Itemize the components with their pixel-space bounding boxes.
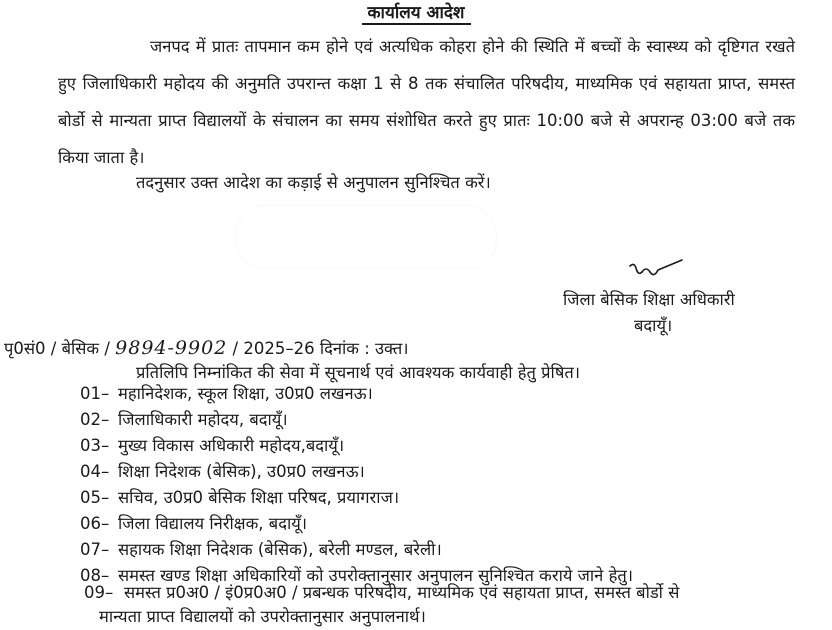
signatory-place: बदायूँ। (634, 316, 673, 335)
list-item: 05– सचिव, उ0प्र0 बेसिक शिक्षा परिषद, प्रयागराज। (80, 488, 400, 507)
reference-line (4, 336, 409, 359)
compliance-paragraph: तदनुसार उक्त आदेश का कड़ाई से अनुपालन सुनिश्चित करें। (136, 173, 491, 192)
list-item: 07– सहायक शिक्षा निदेशक (बेसिक), बरेली मण्डल, बरेली। (80, 540, 442, 559)
reference-suffix: / 2025–26 दिनांक : उक्त। (232, 339, 409, 358)
copy-intro: प्रतिलिपि निम्नांकित की सेवा में सूचनार्थ एवं आवश्यक कार्यवाही हेतु प्रेषित। (136, 363, 581, 382)
handwritten-ref-number: 9894-9902 (115, 337, 228, 359)
main-paragraph: जनपद में प्रातः तापमान कम होने एवं अत्यधिक कोहरा होने की स्थिति में बच्चों के स्वास्थ्य को दृष्टिगत रखते हुए जिलाधिकारी महोदय की अनुमति उपरान्त कक्षा 1 से 8 तक संचालित परिषदीय, माध्यमिक एवं सहायता प्राप्त, समस्त बोर्डो से मान्यता प्राप्त विद्यालयों के संचालन का समय संशोधित करते हुए प्रातः 10:00 बजे से अपरान्ह 03:00 बजे तक किया जाता है। (58, 37, 795, 167)
list-item: 01– महानिदेशक, स्कूल शिक्षा, उ0प्र0 लखनऊ। (80, 384, 373, 403)
list-item: 02– जिलाधिकारी महोदय, बदायूँ। (80, 410, 288, 429)
list-item: 03– मुख्य विकास अधिकारी महोदय,बदायूँ। (80, 436, 345, 455)
document-heading: कार्यालय आदेश (0, 0, 832, 23)
signatory-title: जिला बेसिक शिक्षा अधिकारी (563, 290, 735, 309)
copy-recipient-list (80, 381, 633, 589)
list-item: 04– शिक्षा निदेशक (बेसिक), उ0प्र0 लखनऊ। (80, 462, 365, 481)
faded-stamp (235, 205, 497, 269)
reference-prefix: पृ0सं0 / बेसिक / (4, 339, 110, 358)
list-item: 08– समस्त खण्ड शिक्षा अधिकारियों को उपरोक्तानुसार अनुपालन सुनिश्चित कराये जाने हेतु। (80, 566, 633, 585)
signature-mark (626, 258, 686, 284)
list-item-last: 09– समस्त प्र0अ0 / इं0प्र0अ0 / प्रबन्धक परिषदीय, माध्यमिक एवं सहायता प्राप्त, समस्त बोर्डो से मान्यता प्राप्त विद्यालयों को उपरोक्तानुसार अनुपालनार्थ। (84, 583, 680, 626)
list-item: 06– जिला विद्यालय निरीक्षक, बदायूँ। (80, 514, 308, 533)
